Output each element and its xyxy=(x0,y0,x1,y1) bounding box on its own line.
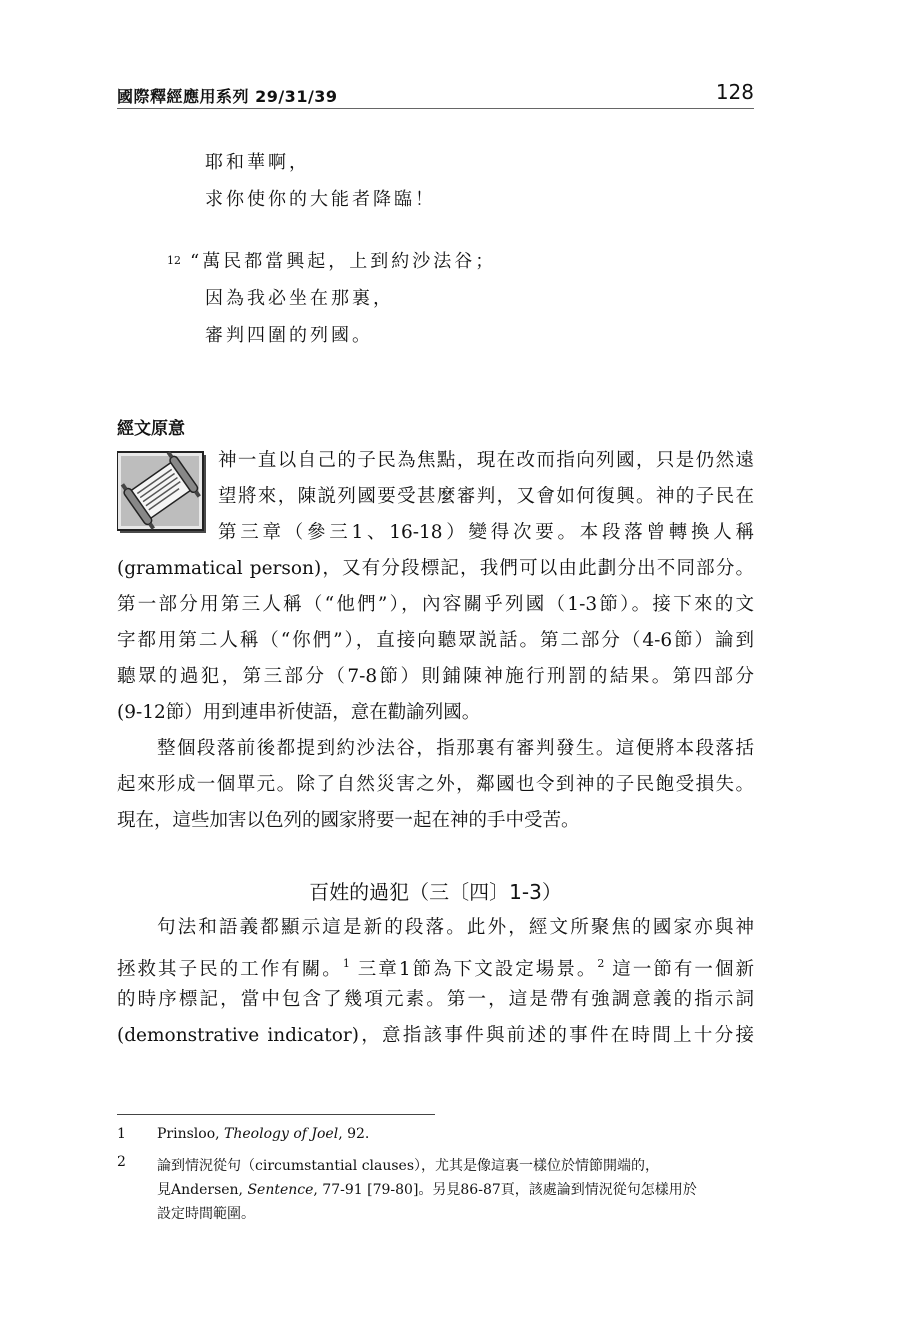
subsection-title: 百姓的過犯（三〔四〕1-3） xyxy=(309,880,562,904)
footnote-ref[interactable]: 2 xyxy=(597,957,605,970)
page-number: 128 xyxy=(715,80,754,104)
footnote-rule xyxy=(117,1114,435,1115)
footnote-number: 1 xyxy=(117,1126,126,1142)
footnote-book-title: Theology of Joel xyxy=(224,1126,339,1142)
text-line: 望將來，陳説列國要受甚麼審判，又會如何復興。神的子民在 xyxy=(218,486,754,507)
poem-line: 審判四圍的列國。 xyxy=(205,325,373,346)
poem-line: 因為我必坐在那裏， xyxy=(205,288,394,309)
footnote-line xyxy=(157,1178,697,1202)
section-heading: 經文原意 xyxy=(117,419,185,439)
subsection-paragraph xyxy=(117,910,754,1054)
footnote-text: Prinsloo, xyxy=(157,1126,225,1142)
text-span: 三章1節為下文設定場景。 xyxy=(349,959,598,980)
footnote-text: , 77-91 [79-80]。另見86-87頁，該處論到情況從句怎樣用於 xyxy=(313,1182,697,1198)
poem-block-b xyxy=(190,243,496,354)
text-line: 整個段落前後都提到約沙法谷，指那裏有審判發生。這便將本段落括 xyxy=(157,738,754,759)
text-span: 拯救其子民的工作有關。 xyxy=(117,959,343,980)
footnote-line: 論到情況從句（circumstantial clauses），尤其是像這裏一樣位於情節開端的， xyxy=(157,1158,660,1174)
text-line: 聽眾的過犯，第三部分（7-8節）則鋪陳神施行刑罰的結果。第四部分 xyxy=(117,666,754,687)
footnote-line: 設定時間範圍。 xyxy=(157,1206,255,1222)
text-line: 第三章（參三1、16-18）變得次要。本段落曾轉換人稱 xyxy=(218,522,754,543)
series-title: 國際釋經應用系列 29/31/39 xyxy=(117,87,338,106)
scroll-icon xyxy=(117,450,209,536)
footnote-1 xyxy=(157,1126,369,1142)
text-line: (grammatical person)，又有分段標記，我們可以由此劃分出不同部分。 xyxy=(117,558,754,579)
text-line: (demonstrative indicator)，意指該事件與前述的事件在時間上十分接 xyxy=(117,1025,754,1046)
text-line: 神一直以自己的子民為焦點，現在改而指向列國，只是仍然遠 xyxy=(218,450,754,471)
footnote-book-title: Sentence xyxy=(247,1182,314,1198)
text-span: 這一節有一個新 xyxy=(604,959,754,980)
text-line: (9-12節）用到連串祈使語，意在勸諭列國。 xyxy=(117,702,481,723)
footnote-2 xyxy=(157,1154,697,1226)
poem-line: 耶和華啊， xyxy=(205,152,310,173)
poem-line: 求你使你的大能者降臨！ xyxy=(205,189,436,210)
poem-line: “萬民都當興起，上到約沙法谷； xyxy=(190,251,497,272)
footnote-number: 2 xyxy=(117,1154,126,1170)
poem-block-a xyxy=(205,144,436,218)
paragraph-1 xyxy=(117,551,754,731)
text-line: 的時序標記，當中包含了幾項元素。第一，這是帶有強調意義的指示詞 xyxy=(117,989,754,1010)
text-line: 起來形成一個單元。除了自然災害之外，鄰國也令到神的子民飽受損失。 xyxy=(117,774,754,795)
text-line: 第一部分用第三人稱（“他們”），內容關乎列國（1-3節）。接下來的文 xyxy=(117,594,754,615)
footnote-text: 見Andersen, xyxy=(157,1182,248,1198)
paragraph-2 xyxy=(117,731,754,839)
footnote-text: , 92. xyxy=(338,1126,370,1142)
verse-number: 12 xyxy=(167,254,181,267)
text-line-with-footnotes xyxy=(117,946,754,982)
footnote-ref[interactable]: 1 xyxy=(342,957,350,970)
paragraph-1-wrapped xyxy=(218,443,754,551)
text-line: 現在，這些加害以色列的國家將要一起在神的手中受苦。 xyxy=(117,810,580,831)
text-line: 句法和語義都顯示這是新的段落。此外，經文所聚焦的國家亦與神 xyxy=(157,917,754,938)
text-line: 字都用第二人稱（“你們”），直接向聽眾説話。第二部分（4-6節）論到 xyxy=(117,630,754,651)
page-header xyxy=(117,80,754,109)
